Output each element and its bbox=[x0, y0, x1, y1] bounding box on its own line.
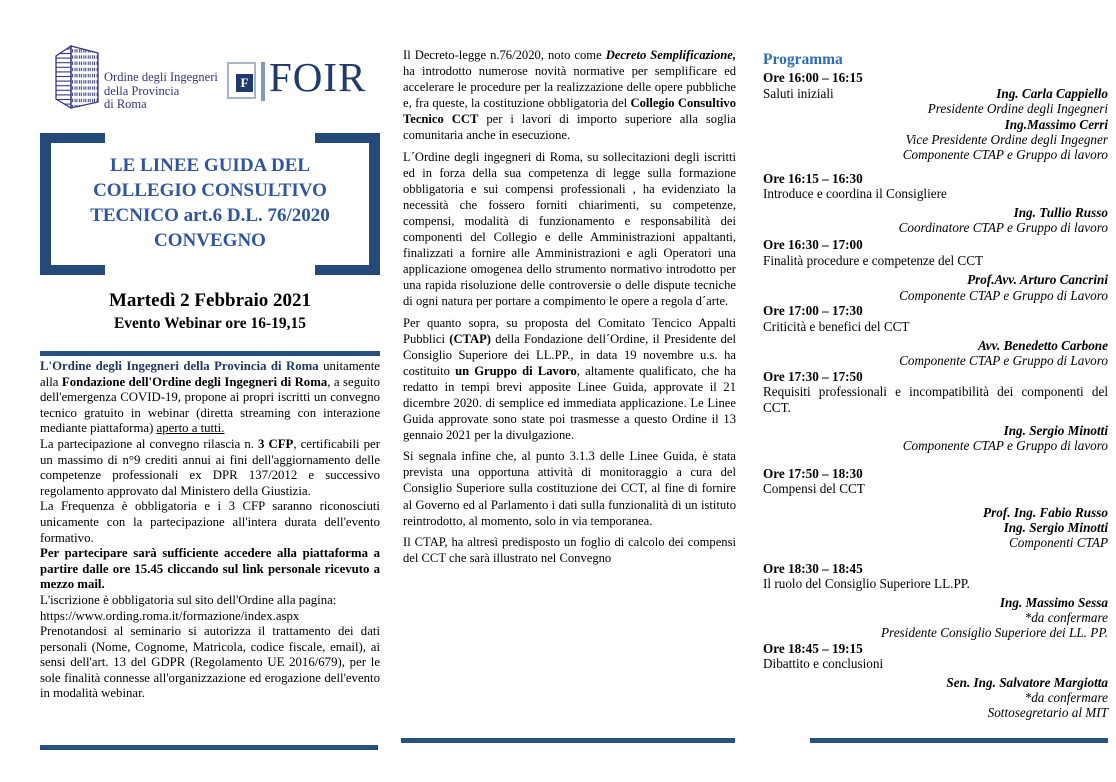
text-run: della Fondazione dell´Ordine, il Presidente del Consiglio Superiore dei LL.PP., in data 19 novembre u.s. ha costituito bbox=[403, 331, 736, 378]
paragraph bbox=[40, 359, 380, 437]
speaker-role: Componente CTAP e Gruppo di Lavoro bbox=[899, 353, 1108, 369]
session-speakers bbox=[763, 272, 1108, 303]
text-run: unitamente alla bbox=[40, 359, 380, 389]
speaker-role: Vice Presidente Ordine degli Ingegner bbox=[905, 132, 1108, 148]
paragraph bbox=[40, 499, 380, 546]
title-bracket-left-icon bbox=[40, 133, 51, 275]
text-run: https://www.ording.roma.it/formazione/index.aspx bbox=[40, 608, 300, 623]
text-run: La Frequenza è obbligatoria e i 3 CFP saranno riconosciuti unicamente con la partecipazione all'intera durata dell'evento formativo. bbox=[40, 499, 380, 545]
title-bracket-right-icon bbox=[369, 133, 380, 275]
speaker-name: Prof. Ing. Fabio Russo bbox=[983, 504, 1108, 520]
programma-session bbox=[763, 171, 1108, 236]
text-run: L'iscrizione è obbligatoria sul sito dell'Ordine alla pagina: bbox=[40, 592, 337, 607]
speaker-name: Ing. Sergio Minotti bbox=[1003, 519, 1108, 535]
session-desc: Il ruolo del Consiglio Superiore LL.PP. bbox=[763, 576, 970, 592]
title-bracket-right-top-icon bbox=[315, 133, 380, 143]
foir-divider bbox=[261, 62, 265, 101]
session-time: Ore 18:30 – 18:45 bbox=[763, 560, 863, 576]
text-run: La partecipazione al convegno rilascia n. bbox=[40, 436, 259, 451]
programma-list bbox=[763, 70, 1108, 720]
text-run: aperto a tutti. bbox=[156, 421, 225, 436]
title-bracket-left-top-icon bbox=[40, 133, 105, 143]
text-line: COLLEGIO CONSULTIVO bbox=[93, 180, 327, 201]
programma-session bbox=[763, 237, 1108, 303]
text-run: Il CTAP, ha altresì predisposto un foglio di calcolo dei compensi del CCT che sarà illustrato nel Convegno bbox=[403, 534, 736, 565]
session-desc-row bbox=[763, 86, 1108, 101]
paragraph bbox=[403, 448, 736, 528]
paragraph bbox=[403, 47, 736, 144]
event-mode: Evento Webinar ore 16-19,15 bbox=[113, 315, 307, 332]
programma-session bbox=[763, 70, 1108, 162]
title-bracket-right-bottom-icon bbox=[315, 265, 380, 275]
text-run: un Gruppo di Lavoro bbox=[455, 363, 577, 378]
foir-logo-text: FOIR bbox=[269, 54, 367, 100]
paragraph bbox=[40, 546, 380, 593]
speaker-note: *da confermare bbox=[1024, 610, 1108, 625]
session-desc: Saluti iniziali bbox=[763, 85, 834, 101]
text-run: Prenotandosi al seminario si autorizza il trattamento dei dati personali (Nome, Cognome, Matricola, codice fiscale, email), ai sensi dell'art. 13 del GDPR (Regolamento UE 2016/679), per le sole finalità connesse all'organizzazione ed erogazione dell'evento in modalità webinar. bbox=[40, 624, 380, 701]
session-time: Ore 18:45 – 19:15 bbox=[763, 640, 863, 656]
paragraph bbox=[403, 534, 736, 566]
session-desc: Criticità e benefici del CCT bbox=[763, 318, 910, 334]
paragraph bbox=[403, 149, 736, 310]
session-speakers bbox=[763, 338, 1108, 369]
text-run: , altamente qualificato, che ha redatto in tempi brevi apposite Linee Guida, approvate il 21 dicembre 2020. di semplice ed immediata applicazione. Le Linee Guida approvate sono state poi trasmesse a questo Ordine il 13 gennaio 2021 per la divulgazione. bbox=[403, 363, 736, 443]
event-title bbox=[58, 153, 362, 253]
text-run: Collegio Consultivo Tecnico CCT bbox=[403, 96, 736, 127]
speaker-name: Ing.Massimo Cerri bbox=[1004, 116, 1108, 132]
session-time: Ore 16:00 – 16:15 bbox=[763, 70, 863, 86]
speaker-role: Presidente Consiglio Superiore dei LL. PP. bbox=[881, 625, 1108, 641]
ordine-logo-text bbox=[104, 71, 218, 112]
text-run: 3 CFP bbox=[258, 436, 294, 451]
paragraph bbox=[40, 593, 380, 609]
speaker-name: Sen. Ing. Salvatore Margiotta bbox=[946, 674, 1108, 690]
text-run: , a seguito dell'emergenza COVID-19, propone ai propri iscritti un convegno tecnico gratuito in webinar (diretta streaming con interazione mediante piattaforma) bbox=[40, 374, 381, 436]
speaker-role: Presidente Ordine degli Ingegneri bbox=[927, 101, 1108, 117]
speaker-name: Ing. Sergio Minotti bbox=[1003, 422, 1108, 438]
paragraph bbox=[40, 609, 380, 625]
paragraph bbox=[40, 624, 380, 702]
session-speakers bbox=[763, 423, 1108, 454]
middle-rule-bottom bbox=[401, 738, 735, 743]
speaker-name: Avv. Benedetto Carbone bbox=[977, 337, 1108, 353]
session-desc: Requisiti professionali e incompatibilità dei componenti del CCT. bbox=[763, 384, 1108, 415]
programma-session bbox=[763, 466, 1108, 551]
programma-session bbox=[763, 561, 1108, 641]
text-run: Il Decreto-legge n.76/2020, noto come bbox=[403, 48, 606, 62]
session-time: Ore 16:15 – 16:30 bbox=[763, 170, 863, 186]
text-run: per i lavori di importo superiore alla soglia comunitaria anche in esecuzione. bbox=[403, 112, 736, 143]
right-rule-bottom bbox=[810, 738, 1108, 743]
programma-session bbox=[763, 641, 1108, 721]
speaker-name: Ing. Carla Cappiello bbox=[996, 85, 1108, 101]
speaker-name: Ing. Tullio Russo bbox=[1013, 204, 1108, 220]
left-body-text bbox=[40, 359, 380, 702]
left-rule-top bbox=[40, 351, 380, 356]
text-line: di Roma bbox=[104, 97, 147, 111]
text-line: CONVEGNO bbox=[154, 230, 266, 251]
session-time: Ore 17:50 – 18:30 bbox=[763, 465, 863, 481]
session-time: Ore 17:30 – 17:50 bbox=[763, 368, 863, 384]
text-run: Per quanto sopra, su proposta del Comitato Tencico Appalti Pubblici bbox=[403, 315, 736, 346]
session-time: Ore 16:30 – 17:00 bbox=[763, 237, 863, 253]
speaker-role: Coordinatore CTAP e Gruppo di lavoro bbox=[898, 220, 1108, 236]
speaker-role: Componente CTAP e Gruppo di Lavoro bbox=[899, 287, 1108, 303]
session-speakers bbox=[763, 505, 1108, 551]
session-desc: Finalità procedure e competenze del CCT bbox=[763, 252, 984, 268]
speaker-role: Sottosegretario al MIT bbox=[987, 705, 1108, 721]
text-run: (CTAP) bbox=[449, 331, 492, 346]
programma-heading: Programma bbox=[763, 51, 843, 68]
session-speakers bbox=[763, 595, 1108, 641]
text-line: LE LINEE GUIDA DEL bbox=[109, 155, 311, 176]
session-desc: Dibattito e conclusioni bbox=[763, 656, 884, 672]
foir-square-icon: F bbox=[236, 74, 253, 92]
programma-session bbox=[763, 369, 1108, 454]
event-date: Martedì 2 Febbraio 2021 bbox=[108, 290, 312, 311]
text-line: Ordine degli Ingegneri bbox=[104, 70, 218, 84]
title-bracket-left-bottom-icon bbox=[40, 265, 105, 275]
session-time: Ore 17:00 – 17:30 bbox=[763, 303, 863, 319]
text-run: Decreto Semplificazione, bbox=[605, 48, 736, 62]
programma-session bbox=[763, 303, 1108, 369]
session-speakers bbox=[763, 675, 1108, 721]
text-run: L´Ordine degli ingegneri di Roma, su sollecitazioni degli iscritti ed in forza della sua competenza di legge sulla formazione obbligatoria e sui compensi professionali , ha evidenziato la necessità che fossero forniti chiarimenti, su competenze, compensi, modalità di funzionamento e responsabilità dei componenti del Collegio e delle Amministrazioni appaltanti, finalizzati a fornire alle Amministrazioni e agli Operatori una applicazione omogenea dello strumento normativo introdotto per una rapida risoluzione delle controversie o delle dispute tecniche di ogni natura per portare a compimento le opere a regola d´arte. bbox=[403, 149, 736, 309]
text-line: TECNICO art.6 D.L. 76/2020 bbox=[90, 205, 330, 226]
paragraph bbox=[403, 315, 736, 444]
text-run: Fondazione dell'Ordine degli Ingegneri di Roma bbox=[61, 374, 328, 389]
text-line: della Provincia bbox=[104, 83, 180, 98]
speaker-role: Componente CTAP e Gruppo di lavoro bbox=[902, 438, 1108, 454]
speaker-note: *da confermare bbox=[1024, 690, 1108, 706]
speaker-role: Componenti CTAP bbox=[1008, 535, 1108, 551]
session-desc: Compensi del CCT bbox=[763, 481, 865, 497]
speaker-name: Ing. Massimo Sessa bbox=[999, 594, 1108, 610]
speaker-role: Componente CTAP e Gruppo di lavoro bbox=[902, 147, 1108, 163]
session-desc: Introduce e coordina il Consigliere bbox=[763, 186, 947, 202]
text-run: L'Ordine degli Ingegneri della Provincia di Roma bbox=[40, 359, 319, 373]
programma-column bbox=[763, 52, 1108, 721]
text-run: , certificabili per un massimo di n°9 crediti annui ai fini dell'aggiornamento delle competenze professionali ex DPR 137/2012 e successivo regolamento approvato dal Ministero della Giustizia. bbox=[40, 436, 380, 498]
left-rule-bottom bbox=[40, 745, 378, 750]
middle-body-text bbox=[403, 47, 736, 571]
speaker-name: Prof.Avv. Arturo Cancrini bbox=[967, 272, 1108, 288]
paragraph bbox=[40, 437, 380, 499]
text-run: Si segnala infine che, al punto 3.1.3 delle Linee Guida, è stata prevista una opportuna attività di monitoraggio a cura del Consiglio Superiore sulla costituzione dei CCT, al fine di fornire al Governo ed al Parlamento i dati sulla funzionalità di un istituto reintrodotto, al momento, solo in via temporanea. bbox=[403, 449, 736, 528]
text-run: ha introdotto numerose novità normative per semplificare ed accelerare le procedure per la realizzazione delle opere pubbliche e, fra queste, la costituzione obbligatoria del bbox=[403, 64, 736, 111]
text-run: Per partecipare sarà sufficiente accedere alla piattaforma a partire dalle ore 15.45 cliccando sul link personale ricevuto a mezzo mail. bbox=[40, 546, 380, 592]
ordine-building-icon bbox=[52, 42, 102, 112]
session-speakers bbox=[763, 205, 1108, 236]
